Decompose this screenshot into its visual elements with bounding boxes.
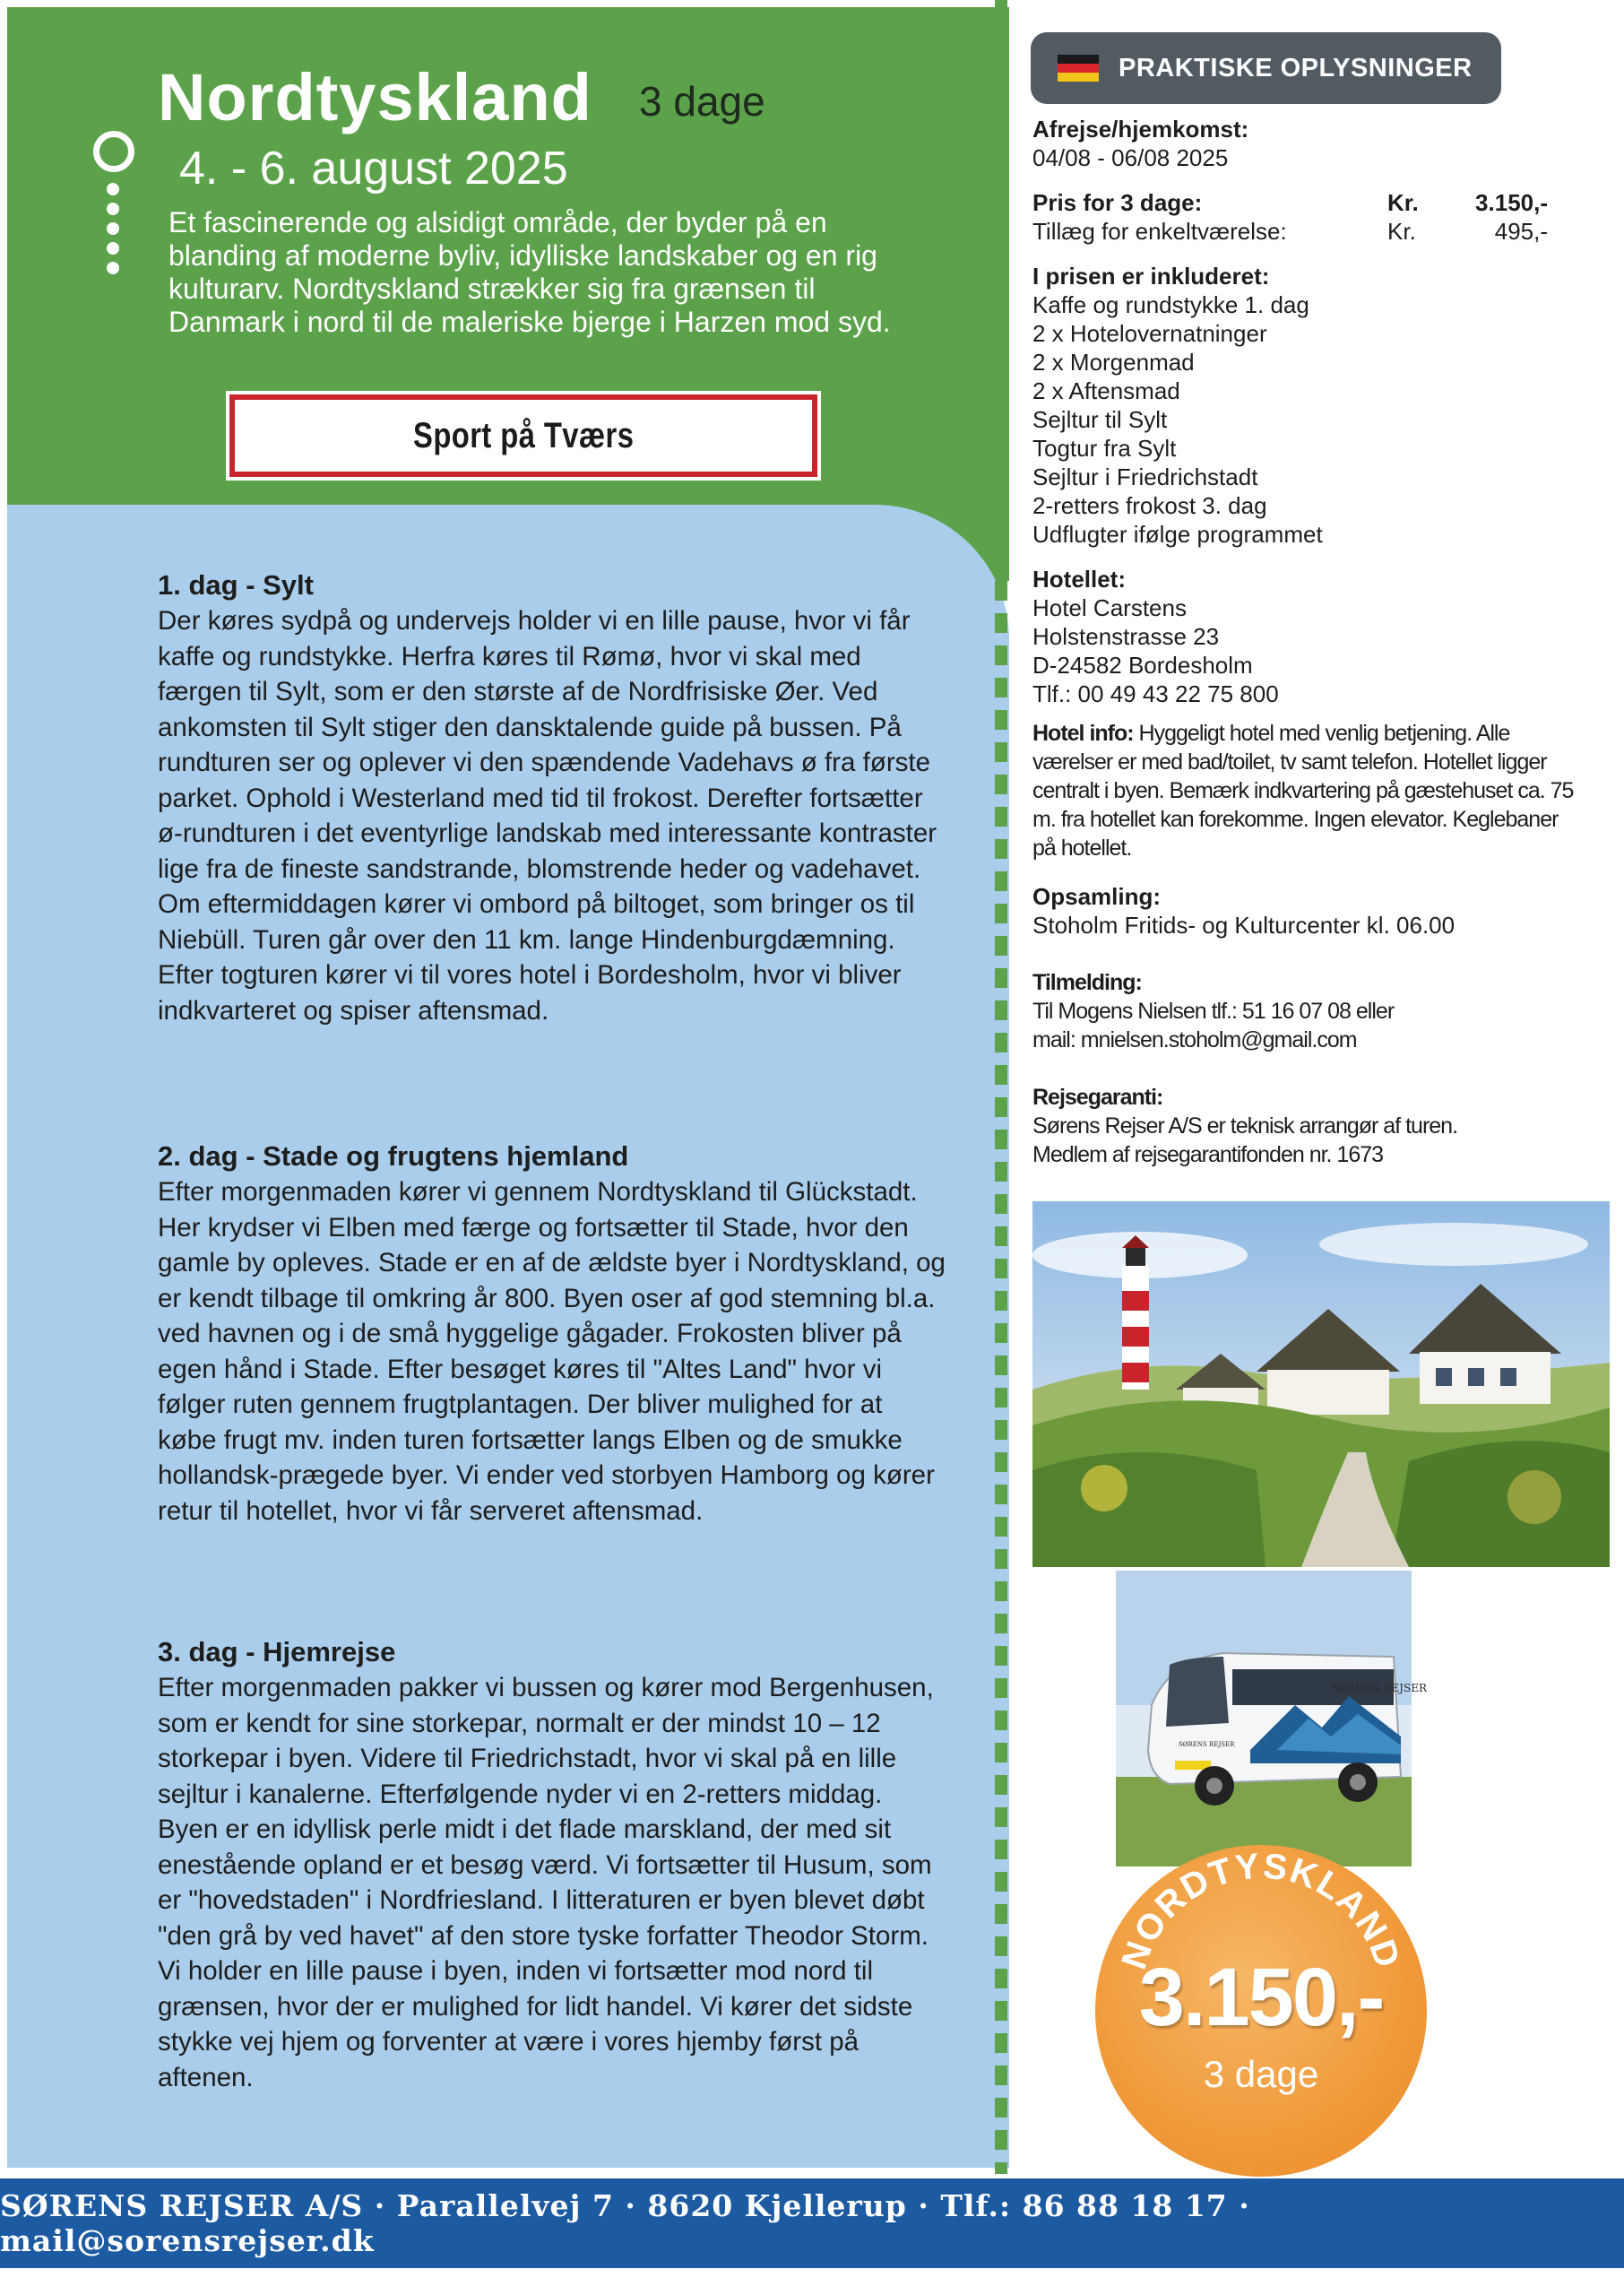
included-item: 2 x Hotelovernatninger [1032,320,1267,347]
signup-line: Til Mogens Nielsen tlf.: 51 16 07 08 eller [1032,999,1395,1024]
price-currency: Kr. [1387,189,1419,216]
included-item: 2 x Morgenmad [1032,349,1195,376]
single-room-currency: Kr. [1387,218,1416,245]
sport-label-box [229,394,817,477]
day-body: Efter morgenmaden pakker vi bussen og kører mod Bergenhusen, som er kendt for sine storkepar, normalt er der mindst 10 – 12 storkepar i byen. Videre til Friedrichstadt, hvor vi skal på en lille sejltur i kanalerne. Efterfølgende nyder vi en 2-retters middag. Byen er en idyllisk perle midt i det flade marskland, der med sit enestående opland er et besøg værd. Vi fortsætter til Husum, som er "hovedstaden" i Nordfriesland. I litteraturen er byen blevet døbt "den grå by ved havet" af den store tyske forfatter Theodor Storm. Vi holder en lille pause i byen, inden vi fortsætter mod nord til grænsen, hvor der er mulighed for lidt handel. Vi kører det sidste stykke vej hjem og forventer at være i vores hjemby først på aftenen. [158,1673,934,2092]
coach-bus-illustration [1116,1571,1428,1866]
day-body: Efter morgenmaden kører vi gennem Nordtyskland til Glückstadt. Her krydser vi Elben med færge og fortsætter til Stade, hvor den gamle by opleves. Stade er en af de ældste byer i Nordtyskland, og er kendt tilbage til omkring år 800. Byen oser af god stemning bl.a. ved havnen og i de små hyggelige gågader. Frokosten bliver på egen hånd i Stade. Efter besøget køres til "Altes Land" hvor vi følger ruten gennem frugtplantagen. Der bliver mulighed for at købe frugt mv. inden turen fortsætter langs Elben og de smukke hollandsk-prægede byer. Vi ender ved storbyen Hamborg og kører retur til hotellet, hvor vi får serveret aftensmad. [158,1177,946,1526]
included-item: Togtur fra Sylt [1032,435,1177,462]
page-title: Nordtyskland [158,60,592,134]
day-heading: 2. dag - Stade og frugtens hjemland [158,1140,629,1172]
included-item: Sejltur i Friedrichstadt [1032,463,1258,490]
signup-label: Tilmelding: [1032,970,1142,995]
day-section-3 [158,1634,946,2095]
sport-label: Sport på Tværs [412,415,635,455]
included-item: Kaffe og rundstykke 1. dag [1032,291,1309,318]
bus-side-text: SØRENS REJSER [1331,1682,1428,1694]
timeline-dot [107,203,119,215]
hotel-line: Holstenstrasse 23 [1032,623,1220,650]
departure-value: 04/08 - 06/08 2025 [1032,144,1229,171]
left-column [7,7,1009,2168]
included-item: Udflugter ifølge programmet [1032,521,1323,548]
price-amount: 3.150,- [1475,189,1548,216]
single-room-row [1032,217,1548,246]
timeline-dot [107,183,119,195]
hotel-info-label: Hotel info: [1032,721,1134,746]
included-item: Sejltur til Sylt [1032,406,1168,433]
included-label: I prisen er inkluderet: [1032,263,1270,290]
hotel-line: Hotel Carstens [1032,594,1187,621]
timeline-dot [107,222,119,235]
info-header [1031,32,1501,104]
timeline-dot [107,242,119,255]
price-label: Pris for 3 dage: [1032,189,1203,216]
price-badge [1095,1845,1427,2177]
timeline-dot [107,262,119,274]
included-item: 2-retters frokost 3. dag [1032,492,1267,519]
guarantee-line: Sørens Rejser A/S er teknisk arrangør af turen. [1032,1113,1458,1139]
footer-bar [0,2178,1624,2268]
footer-contact: SØRENS REJSER A/S · Parallelvej 7 · 8620 Kjellerup · Tlf.: 86 88 18 17 · mail@sorensrejser.dk [0,2188,1250,2258]
german-flag-icon [1058,55,1099,82]
day-heading: 3. dag - Hjemrejse [158,1636,396,1667]
day-section-2 [158,1139,946,1529]
trip-dates: 4. - 6. august 2025 [179,143,568,195]
info-title: PRAKTISKE OPLYSNINGER [1119,53,1473,82]
day-heading: 1. dag - Sylt [158,569,314,601]
day-body: Der køres sydpå og undervejs holder vi en lille pause, hvor vi får kaffe og rundstykke. Herfra køres til Rømø, hvor vi skal med færgen til Sylt, som er den største af de Nordfrisiske Øer. Ved ankomsten til Sylt stiger den dansktalende guide på bussen. På rundturen ser og oplever vi den spændende Vadehavs ø fra første parket. Ophold i Westerland med tid til frokost. Derefter fortsætter ø-rundturen i det eventyrlige landskab med interessante kontraster lige fra de fineste sandstrande, blomstrende heder og vadehavet. Om eftermiddagen kører vi ombord på biltoget, som bringer os til Niebüll. Turen går over den 11 km. lange Hindenburgdæmning. Efter togturen kører vi til vores hotel i Bordesholm, hvor vi bliver indkvarteret og spiser aftensmad. [158,606,937,1026]
sylt-landscape-photo [1032,1201,1610,1567]
bus-front-text: SØRENS REJSER [1179,1741,1235,1748]
pickup-label: Opsamling: [1032,883,1162,910]
badge-arc-text: NORDTYSKLAND [1114,1846,1408,1974]
badge-price: 3.150,- [1138,1952,1384,2043]
hotel-label: Hotellet: [1032,566,1126,593]
departure-label: Afrejse/hjemkomst: [1032,116,1249,143]
title-days: 3 dage [639,78,765,125]
intro-text: Et fascinerende og alsidigt område, der byder på en blanding af moderne byliv, idylliske landskaber og en rig kulturarv. Nordtyskland strækker sig fra grænsen til Danmark i nord til de maleriske bjerge i Harzen mod syd. [168,206,891,338]
hotel-info [1032,719,1579,862]
hotel-line: D-24582 Bordesholm [1032,652,1253,679]
sylt-landscape-illustration [1032,1201,1610,1567]
signup-email: mail: mnielsen.stoholm@gmail.com [1032,1027,1357,1052]
timeline-ring-icon [93,131,134,172]
pickup-text: Stoholm Fritids- og Kulturcenter kl. 06.00 [1032,912,1456,939]
hotel-info-text: Hyggeligt hotel med venlig betjening. Alle værelser er med bad/toilet, tv samt telefon. Hotellet ligger centralt i byen. Bemærk indkvartering på gæstehuset ca. 75 m. fra hotellet kan forekomme. Ingen elevator. Keglebaner på hotellet. [1032,721,1574,861]
single-room-amount: 495,- [1494,218,1548,245]
price-row [1032,188,1548,217]
guarantee-label: Rejsegaranti: [1032,1085,1163,1110]
badge-days: 3 dage [1203,2053,1319,2095]
guarantee-line: Medlem af rejsegarantifonden nr. 1673 [1032,1142,1384,1167]
day-section-1 [158,567,946,1028]
dashed-separator [995,0,1007,2174]
included-item: 2 x Aftensmad [1032,377,1180,404]
bus-photo [1116,1571,1428,1866]
single-room-label: Tillæg for enkeltværelse: [1032,218,1287,245]
hotel-line: Tlf.: 00 49 43 22 75 800 [1032,680,1279,707]
